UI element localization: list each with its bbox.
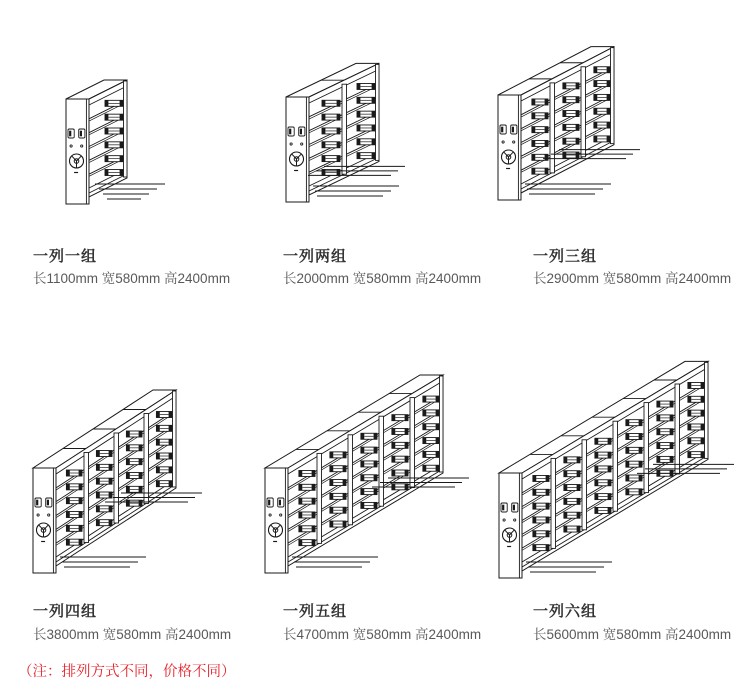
shelving-illustration-4-bay xyxy=(25,360,260,588)
shelving-illustration-1-bay xyxy=(40,52,245,224)
shelving-illustration-5-bay xyxy=(255,345,495,588)
product-dimensions: 长5600mm 宽580mm 高2400mm xyxy=(533,627,732,642)
shelving-illustration-6-bay xyxy=(485,330,748,588)
product-dimensions: 长1100mm 宽580mm 高2400mm xyxy=(33,271,231,286)
product-title: 一列两组 xyxy=(283,248,348,265)
product-title: 一列六组 xyxy=(533,603,598,620)
product-title: 一列三组 xyxy=(533,248,598,265)
product-dimensions: 长2900mm 宽580mm 高2400mm xyxy=(533,271,732,286)
price-note: （注：排列方式不同，价格不同） xyxy=(18,664,236,680)
product-title: 一列四组 xyxy=(33,603,98,620)
product-dimensions: 长4700mm 宽580mm 高2400mm xyxy=(283,627,482,642)
product-dimensions: 长2000mm 宽580mm 高2400mm xyxy=(283,271,482,286)
product-dimensions: 长3800mm 宽580mm 高2400mm xyxy=(33,627,232,642)
product-title: 一列一组 xyxy=(33,248,98,265)
product-title: 一列五组 xyxy=(283,603,348,620)
shelving-illustration-2-bay xyxy=(270,45,485,223)
shelving-illustration-3-bay xyxy=(485,30,720,218)
